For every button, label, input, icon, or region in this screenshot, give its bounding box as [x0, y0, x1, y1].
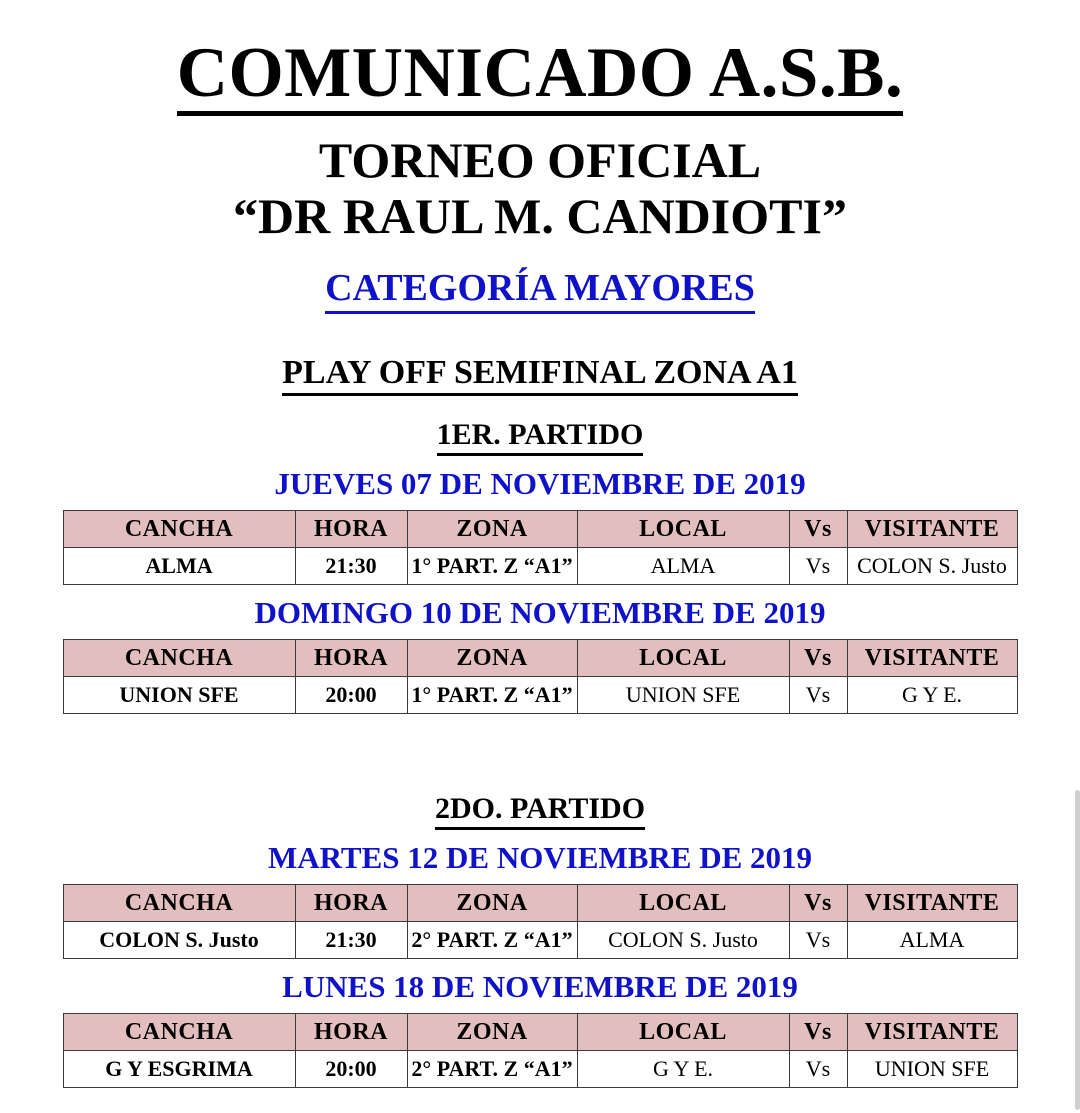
column-header-hora: HORA: [295, 511, 407, 548]
table-row: [63, 1051, 1017, 1088]
column-header-visitante: VISITANTE: [847, 885, 1017, 922]
cell-visitante: COLON S. Justo: [847, 548, 1017, 585]
column-header-visitante: VISITANTE: [847, 640, 1017, 677]
playoff-heading: [26, 354, 1054, 396]
cell-zona: 1° PART. Z “A1”: [407, 548, 577, 585]
section-label-2: [26, 792, 1054, 830]
page-title-text: COMUNICADO A.S.B.: [177, 38, 903, 116]
cell-cancha: COLON S. Justo: [63, 922, 295, 959]
table-header-row: [63, 1014, 1017, 1051]
column-header-vs: Vs: [789, 885, 847, 922]
table-header-row: [63, 511, 1017, 548]
cell-zona: 2° PART. Z “A1”: [407, 1051, 577, 1088]
table-header-row: [63, 885, 1017, 922]
cell-local: COLON S. Justo: [577, 922, 789, 959]
cell-local: ALMA: [577, 548, 789, 585]
schedule-table-1: [63, 510, 1018, 585]
column-header-cancha: CANCHA: [63, 1014, 295, 1051]
cell-vs: Vs: [789, 1051, 847, 1088]
match-date-2: DOMINGO 10 DE NOVIEMBRE DE 2019: [254, 595, 826, 630]
cell-zona: 2° PART. Z “A1”: [407, 922, 577, 959]
cell-hora: 20:00: [295, 677, 407, 714]
match-date-4: LUNES 18 DE NOVIEMBRE DE 2019: [282, 969, 798, 1004]
tournament-name-line1: TORNEO OFICIAL: [318, 132, 762, 188]
column-header-visitante: VISITANTE: [847, 1014, 1017, 1051]
column-header-vs: Vs: [789, 511, 847, 548]
cell-vs: Vs: [789, 677, 847, 714]
cell-cancha: ALMA: [63, 548, 295, 585]
column-header-visitante: VISITANTE: [847, 511, 1017, 548]
column-header-vs: Vs: [789, 1014, 847, 1051]
table-row: [63, 677, 1017, 714]
section-label-2-text: 2DO. PARTIDO: [435, 792, 645, 830]
cell-hora: 21:30: [295, 548, 407, 585]
page-title: [26, 34, 1054, 116]
scrollbar-indicator[interactable]: [1075, 790, 1080, 1110]
tournament-name-line2: “DR RAUL M. CANDIOTI”: [233, 188, 847, 244]
category-heading-text: CATEGORÍA MAYORES: [325, 266, 755, 314]
match-date-1: JUEVES 07 DE NOVIEMBRE DE 2019: [274, 466, 806, 501]
cell-local: G Y E.: [577, 1051, 789, 1088]
cell-cancha: UNION SFE: [63, 677, 295, 714]
cell-zona: 1° PART. Z “A1”: [407, 677, 577, 714]
section-label-1-text: 1ER. PARTIDO: [437, 418, 644, 456]
section-spacer: [26, 718, 1054, 770]
match-date-3: MARTES 12 DE NOVIEMBRE DE 2019: [267, 840, 813, 875]
cell-hora: 21:30: [295, 922, 407, 959]
column-header-local: LOCAL: [577, 1014, 789, 1051]
schedule-table-3: [63, 884, 1018, 959]
category-heading: [26, 266, 1054, 314]
cell-visitante: ALMA: [847, 922, 1017, 959]
cell-local: UNION SFE: [577, 677, 789, 714]
table-row: [63, 548, 1017, 585]
column-header-zona: ZONA: [407, 1014, 577, 1051]
cell-visitante: G Y E.: [847, 677, 1017, 714]
column-header-cancha: CANCHA: [63, 640, 295, 677]
column-header-hora: HORA: [295, 640, 407, 677]
cell-hora: 20:00: [295, 1051, 407, 1088]
column-header-hora: HORA: [295, 1014, 407, 1051]
schedule-table-4: [63, 1013, 1018, 1088]
column-header-zona: ZONA: [407, 640, 577, 677]
column-header-local: LOCAL: [577, 511, 789, 548]
table-row: [63, 922, 1017, 959]
column-header-local: LOCAL: [577, 640, 789, 677]
playoff-heading-text: PLAY OFF SEMIFINAL ZONA A1: [282, 354, 798, 396]
table-header-row: [63, 640, 1017, 677]
cell-vs: Vs: [789, 922, 847, 959]
schedule-table-2: [63, 639, 1018, 714]
cell-cancha: G Y ESGRIMA: [63, 1051, 295, 1088]
column-header-cancha: CANCHA: [63, 511, 295, 548]
column-header-hora: HORA: [295, 885, 407, 922]
column-header-vs: Vs: [789, 640, 847, 677]
column-header-cancha: CANCHA: [63, 885, 295, 922]
column-header-zona: ZONA: [407, 885, 577, 922]
column-header-local: LOCAL: [577, 885, 789, 922]
cell-visitante: UNION SFE: [847, 1051, 1017, 1088]
column-header-zona: ZONA: [407, 511, 577, 548]
cell-vs: Vs: [789, 548, 847, 585]
section-label-1: [26, 418, 1054, 456]
